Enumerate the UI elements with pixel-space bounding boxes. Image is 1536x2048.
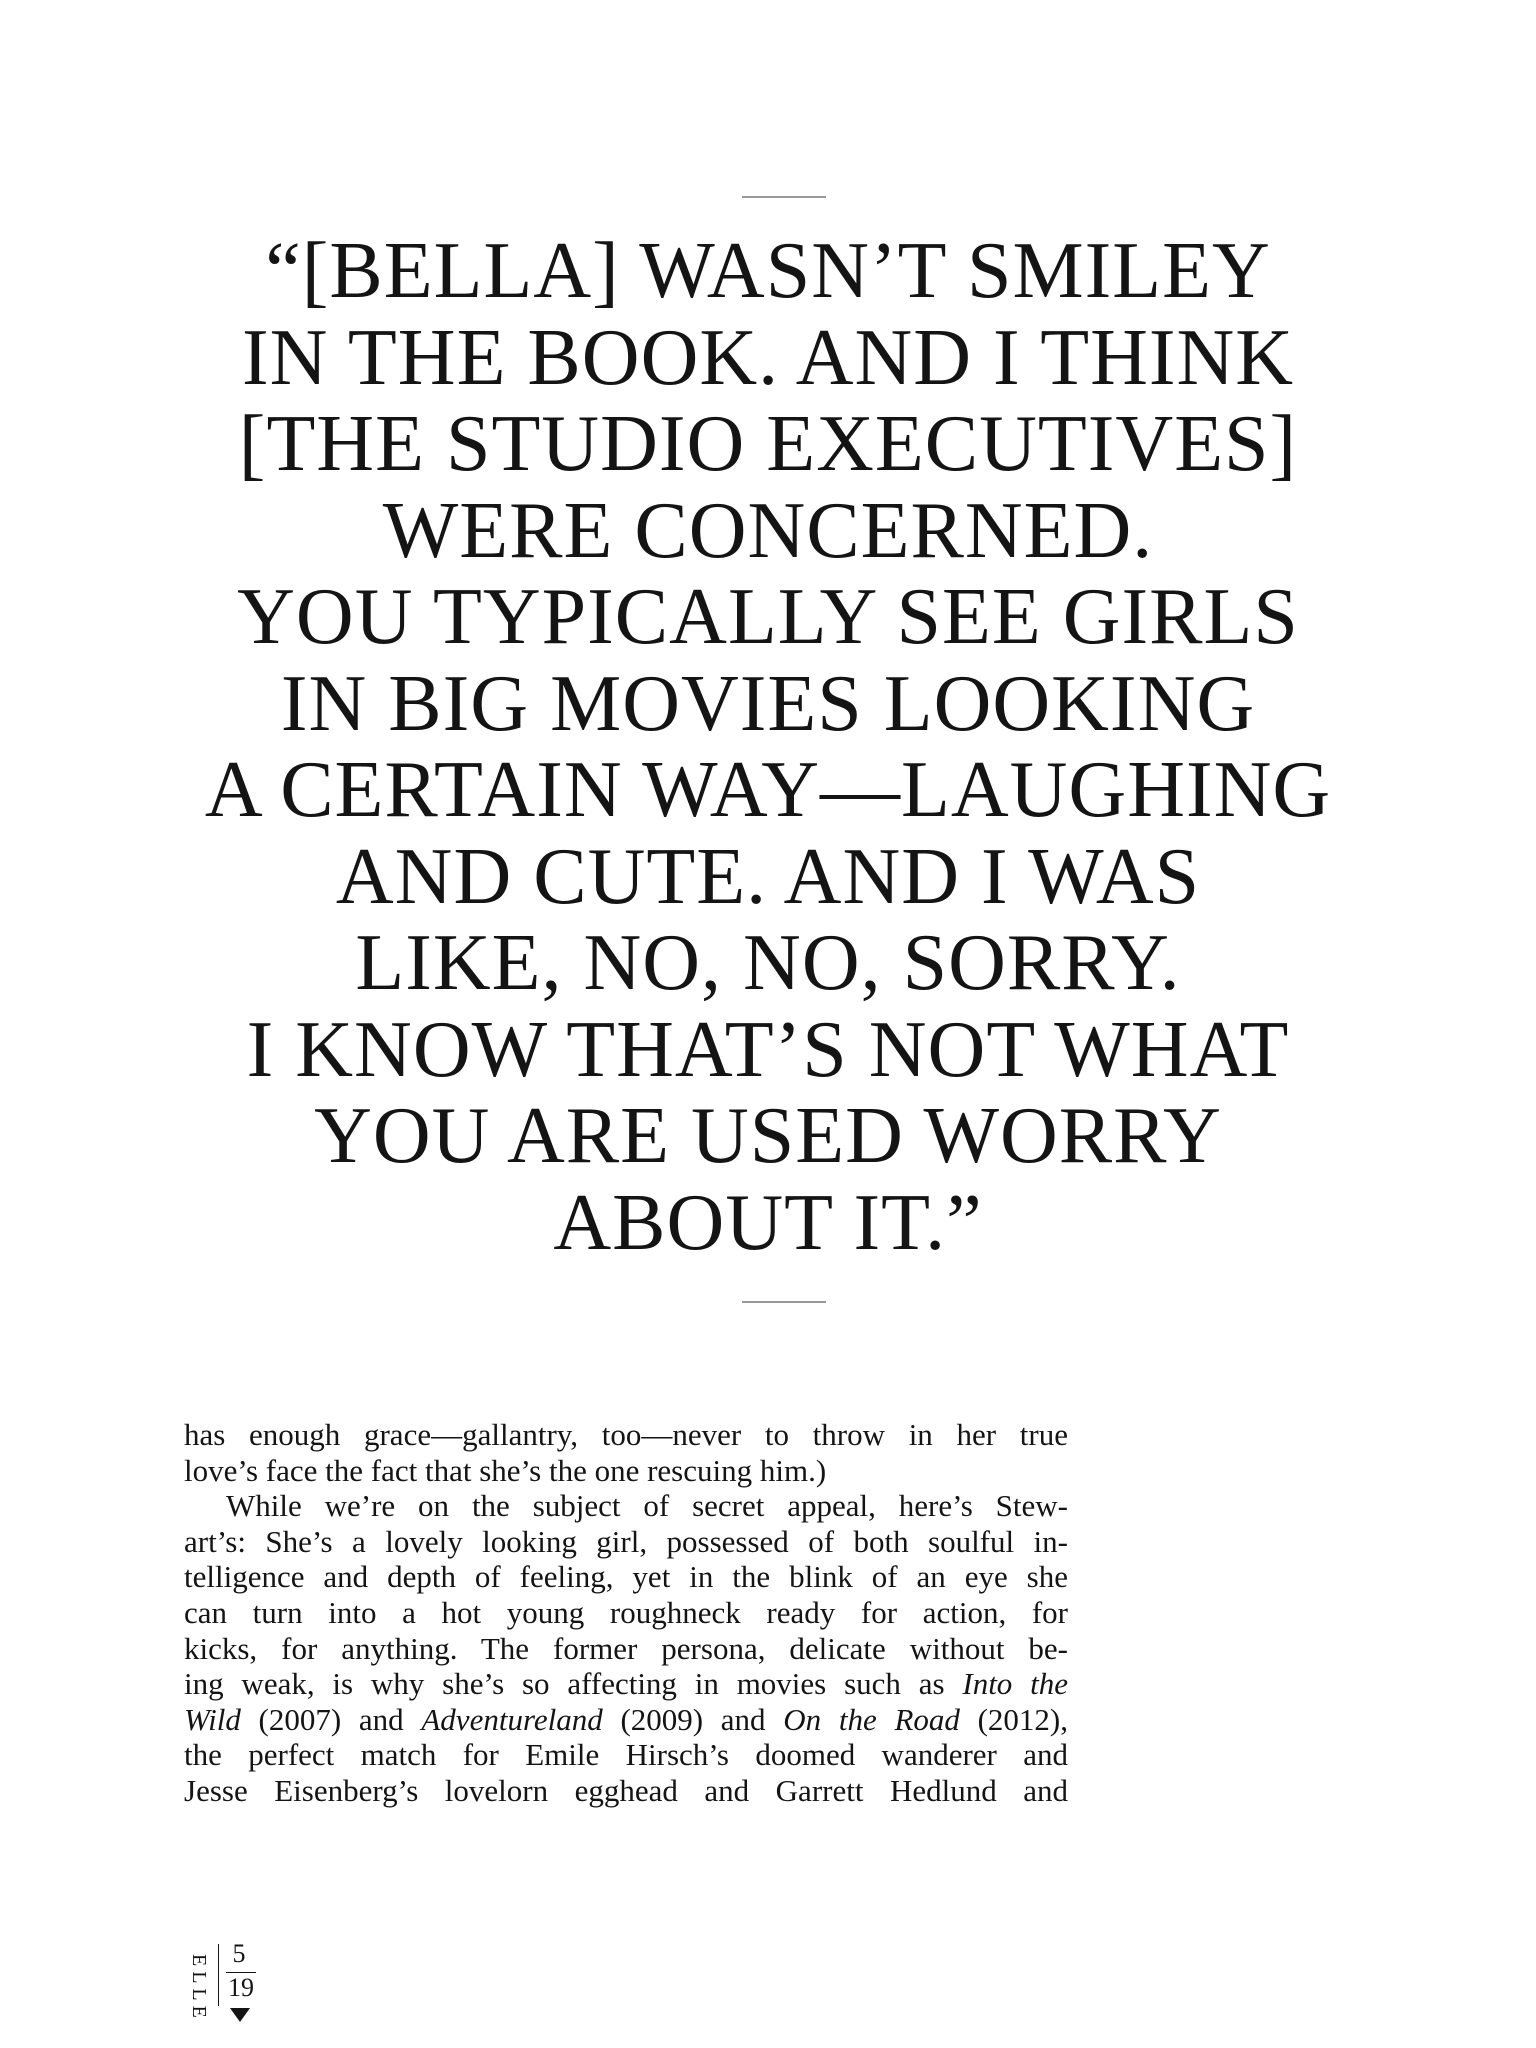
body-text-line: telligence and depth of feeling, yet in the blink of an eye she [184,1559,1068,1595]
body-text-line: kicks, for anything. The former persona, delicate without be- [184,1630,1068,1666]
elle-logo: ELLE [188,1954,210,2023]
page-number-current: 5 [232,1939,246,1968]
body-text-line: While we’re on the subject of secret appeal, here’s Stew- [226,1488,1068,1524]
pull-quote-line: ABOUT IT.” [553,1178,983,1267]
film-title-into-the-wild-cont: Wild [184,1701,241,1737]
pull-quote-line: I KNOW THAT’S NOT WHAT [246,1005,1290,1094]
film-title-adventureland: Adventureland [421,1701,603,1737]
pull-quote-line: [THE STUDIO EXECUTIVES] [238,400,1298,488]
body-text-line: love’s face the fact that she’s the one rescuing him.) [184,1452,827,1488]
body-text-line: has enough grace—gallantry, too—never to throw in her true [184,1417,1068,1452]
article-body-column [184,1417,1068,1809]
page-number-total: 19 [228,1973,254,2002]
pull-quote-top-rule [742,196,826,198]
pull-quote-line: WERE CONCERNED. [382,486,1154,575]
body-text-line [184,1666,1068,1702]
body-text-segment: (2012), [959,1701,1068,1737]
pull-quote-line: IN THE BOOK. AND I THINK [241,313,1295,402]
pull-quote-line: “[BELLA] WASN’T SMILEY [265,227,1271,315]
down-triangle-icon[interactable] [230,2008,250,2022]
body-text-segment: (2009) and [602,1701,784,1737]
folio-divider [218,1944,219,2006]
film-title-into-the-wild: Into the [962,1666,1069,1702]
body-text-line: art’s: She’s a lovely looking girl, possessed of both soulful in- [184,1523,1068,1559]
pull-quote-line: IN BIG MOVIES LOOKING [280,659,1256,748]
body-text-segment: (2007) and [240,1701,422,1737]
pull-quote-line: AND CUTE. AND I WAS [335,832,1201,921]
body-text-line [184,1702,1068,1738]
film-title-on-the-road: On the Road [783,1701,960,1737]
pull-quote-line: A CERTAIN WAY—LAUGHING [204,746,1332,834]
pull-quote-line: YOU TYPICALLY SEE GIRLS [237,573,1299,661]
pull-quote-line: LIKE, NO, NO, SORRY. [355,919,1181,1007]
pull-quote-line: YOU ARE USED WORRY [314,1092,1222,1180]
body-text-line: can turn into a hot young roughneck ready for action, for [184,1594,1068,1630]
page-folio [188,1939,268,2023]
pull-quote-bottom-rule [742,1301,826,1303]
pull-quote [150,228,1386,1266]
body-text-segment: ing weak, is why she’s so affecting in movies such as [184,1666,963,1702]
body-text-line: the perfect match for Emile Hirsch’s doomed wanderer and [184,1737,1068,1773]
body-text-line: Jesse Eisenberg’s lovelorn egghead and Garrett Hedlund and [184,1772,1068,1808]
